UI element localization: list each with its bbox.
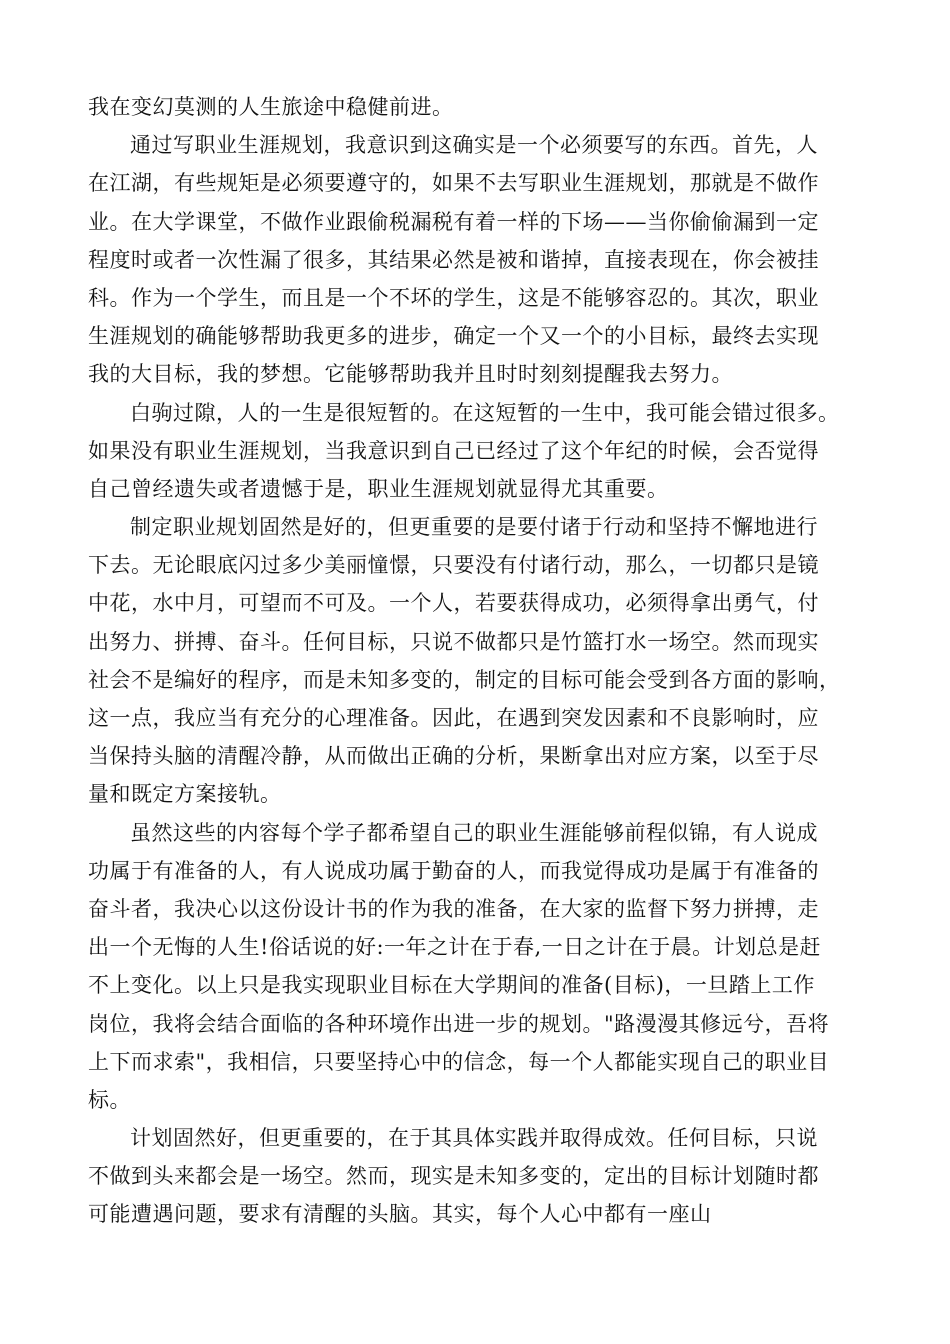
text-line: 标。 xyxy=(88,1087,131,1112)
text-line: 岗位，我将会结合面临的各种环境作出进一步的规划。"路漫漫其修远兮，吾将 xyxy=(88,1011,830,1036)
text-line: 计划固然好，但更重要的，在于其具体实践并取得成效。任何目标，只说 xyxy=(130,1126,818,1151)
text-line: 科。作为一个学生，而且是一个不坏的学生，这是不能够容忍的。其次，职业 xyxy=(88,285,819,310)
text-line: 如果没有职业生涯规划，当我意识到自己已经过了这个年纪的时候，会否觉得 xyxy=(88,438,819,463)
text-line: 可能遭遇问题，要求有清醒的头脑。其实，每个人心中都有一座山 xyxy=(88,1202,712,1227)
text-line: 当保持头脑的清醒冷静，从而做出正确的分析，果断拿出对应方案，以至于尽 xyxy=(88,744,819,769)
paragraph xyxy=(88,1119,868,1234)
text-line: 制定职业规划固然是好的，但更重要的是要付诸于行动和坚持不懈地进行 xyxy=(130,515,818,540)
text-line: 在江湖，有些规矩是必须要遵守的，如果不去写职业生涯规划，那就是不做作 xyxy=(88,171,819,196)
text-line: 白驹过隙，人的一生是很短暂的。在这短暂的一生中，我可能会错过很多。 xyxy=(130,400,840,425)
paragraph xyxy=(88,814,868,1120)
text-line: 奋斗者，我决心以这份设计书的作为我的准备，在大家的监督下努力拼搏，走 xyxy=(88,896,819,921)
paragraph xyxy=(88,126,868,393)
text-line: 自己曾经遗失或者遗憾于是，职业生涯规划就显得尤其重要。 xyxy=(88,476,669,501)
text-line: 程度时或者一次性漏了很多，其结果必然是被和谐掉，直接表现在，你会被挂 xyxy=(88,247,819,272)
text-line: 我的大目标，我的梦想。它能够帮助我并且时时刻刻提醒我去努力。 xyxy=(88,362,733,387)
text-line: 上下而求索"，我相信，只要坚持心中的信念，每一个人都能实现自己的职业目 xyxy=(88,1049,830,1074)
text-line: 量和既定方案接轨。 xyxy=(88,782,282,807)
text-line: 出努力、拼搏、奋斗。任何目标，只说不做都只是竹篮打水一场空。然而现实 xyxy=(88,629,819,654)
text-line: 下去。无论眼底闪过多少美丽憧憬，只要没有付诸行动，那么，一切都只是镜 xyxy=(88,553,819,578)
text-line: 社会不是编好的程序，而是未知多变的，制定的目标可能会受到各方面的影响， xyxy=(88,667,841,692)
text-line: 我在变幻莫测的人生旅途中稳健前进。 xyxy=(88,95,454,119)
paragraph xyxy=(88,508,868,814)
text-line: 通过写职业生涯规划，我意识到这确实是一个必须要写的东西。首先，人 xyxy=(130,133,818,158)
text-line: 业。在大学课堂，不做作业跟偷税漏税有着一样的下场——当你偷偷漏到一定 xyxy=(88,209,819,234)
document-page xyxy=(88,88,868,1234)
paragraph xyxy=(88,394,868,509)
text-line: 不上变化。以上只是我实现职业目标在大学期间的准备(目标)，一旦踏上工作 xyxy=(88,973,815,998)
text-line: 出一个无悔的人生!俗话说的好:一年之计在于春,一日之计在于晨。计划总是赶 xyxy=(88,935,822,960)
text-line: 虽然这些的内容每个学子都希望自己的职业生涯能够前程似锦，有人说成 xyxy=(130,820,818,845)
text-line: 生涯规划的确能够帮助我更多的进步，确定一个又一个的小目标，最终去实现 xyxy=(88,324,819,349)
paragraph xyxy=(88,88,868,126)
text-line: 中花，水中月，可望而不可及。一个人，若要获得成功，必须得拿出勇气，付 xyxy=(88,591,819,616)
text-line: 不做到头来都会是一场空。然而，现实是未知多变的，定出的目标计划随时都 xyxy=(88,1164,819,1189)
text-line: 功属于有准备的人，有人说成功属于勤奋的人，而我觉得成功是属于有准备的 xyxy=(88,858,819,883)
text-line: 这一点，我应当有充分的心理准备。因此，在遇到突发因素和不良影响时，应 xyxy=(88,706,819,730)
